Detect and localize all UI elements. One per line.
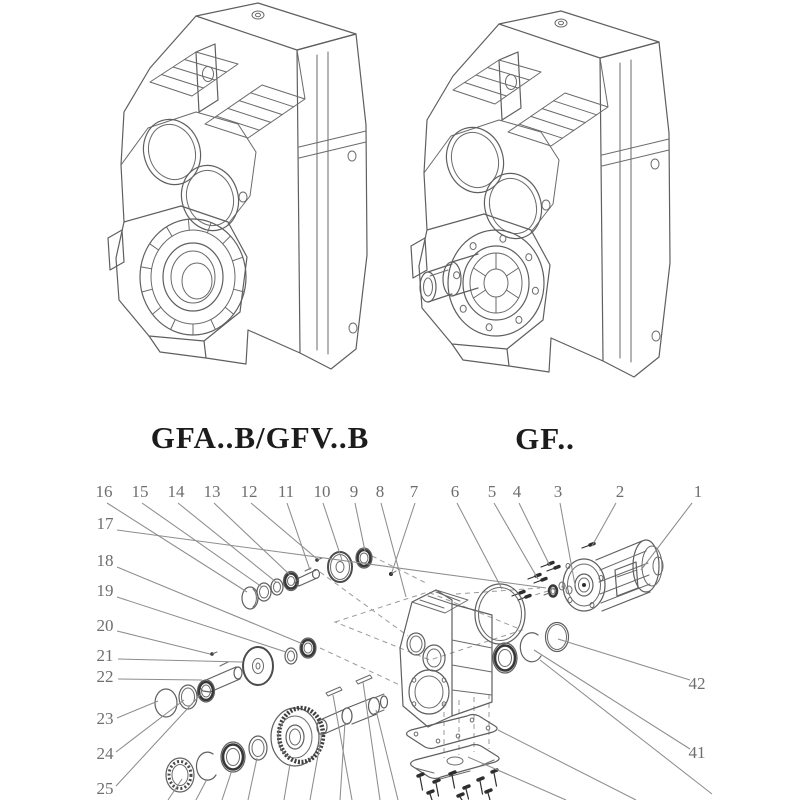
callout-number-4: 4	[512, 482, 522, 501]
flange-gasket-inner	[479, 588, 522, 641]
motor-assembly	[544, 540, 663, 611]
leader-line-2	[592, 503, 616, 546]
exploded-diagram	[96, 482, 713, 800]
figure-gfa-label: GFA..B/GFV..B	[150, 420, 370, 455]
hollow-shaft-bearing	[140, 219, 246, 335]
callout-number-13: 13	[203, 482, 221, 501]
leader-line-23	[117, 701, 158, 718]
callout-number-22: 22	[96, 667, 114, 686]
figure-gfa-drawing	[108, 3, 367, 369]
input-shaft-assembly	[242, 548, 372, 609]
callout-number-16: 16	[95, 482, 113, 501]
leader-line-13	[214, 503, 290, 575]
leader-line-8	[381, 503, 406, 597]
leader-line-15	[142, 503, 262, 587]
callout-number-7: 7	[409, 482, 419, 501]
leader-line-18	[117, 567, 303, 644]
leader-line-41	[534, 650, 690, 749]
figure-gf-label: GF..	[515, 421, 575, 456]
callout-number-9: 9	[349, 482, 359, 501]
callout-number-1: 1	[693, 482, 703, 501]
leader-line-10	[323, 503, 342, 560]
bore-bottom	[476, 166, 550, 246]
leader-line-42	[558, 639, 690, 680]
leader-line-1	[641, 503, 692, 570]
leader-line-25	[116, 694, 201, 786]
bore-top	[438, 120, 512, 200]
callout-number-25: 25	[96, 779, 114, 798]
callout-number-12: 12	[240, 482, 258, 501]
callout-number-3: 3	[553, 482, 563, 501]
leader-line-20	[117, 631, 210, 654]
leader-line-6	[457, 503, 502, 589]
output-flange-bearing	[448, 230, 544, 336]
gasket-and-cover	[407, 715, 500, 800]
callout-number-10: 10	[313, 482, 331, 501]
bore-top	[135, 112, 209, 192]
callout-number-15: 15	[131, 482, 149, 501]
callout-number-11: 11	[277, 482, 295, 501]
leader-line-16	[107, 503, 247, 592]
leader-line-19	[117, 597, 286, 652]
leader-line-4	[519, 503, 550, 566]
callout-number-19: 19	[96, 581, 114, 600]
figure-gf-drawing	[411, 11, 670, 377]
callouts	[96, 482, 706, 798]
leader-line-21	[118, 659, 242, 662]
callout-number-14: 14	[167, 482, 185, 501]
leader-line-3	[560, 503, 575, 585]
gear-housing	[389, 571, 492, 727]
callout-number-18: 18	[96, 551, 114, 570]
callout-number-21: 21	[96, 646, 114, 665]
leader-line-24	[116, 700, 184, 752]
callout-number-24: 24	[96, 744, 114, 763]
callout-number-8: 8	[375, 482, 385, 501]
callout-number-6: 6	[450, 482, 460, 501]
callout-number-23: 23	[96, 709, 114, 728]
callout-number-2: 2	[615, 482, 625, 501]
leader-line-9	[355, 503, 365, 551]
callout-number-5: 5	[487, 482, 497, 501]
callout-number-17: 17	[96, 514, 114, 533]
leader-line-5	[494, 503, 538, 579]
callout-number-41: 41	[688, 743, 706, 762]
callout-number-42: 42	[688, 674, 706, 693]
housing-seals	[493, 623, 569, 674]
leader-line-17	[117, 530, 546, 588]
intermediate-shaft-assembly	[155, 638, 316, 717]
leader-line-7	[392, 503, 415, 572]
callout-number-20: 20	[96, 616, 114, 635]
leader-line-22	[118, 679, 202, 680]
